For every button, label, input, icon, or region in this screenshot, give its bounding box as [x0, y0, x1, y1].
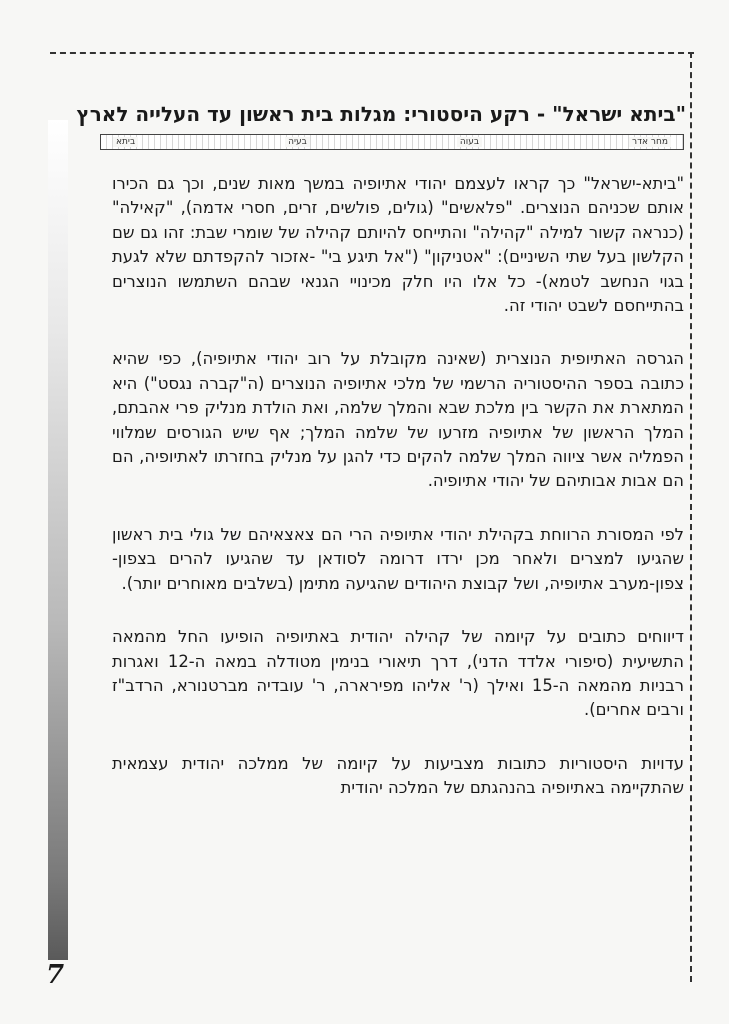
ornament-text: בעוה: [457, 137, 482, 147]
ornament-text: מחר אדר: [629, 137, 671, 147]
paragraph: דיווחים כתובים על קיומה של קהילה יהודית באתיופיה הופיעו החל מהמאה התשיעית (סיפורי אלדד הדני), דרך תיאורי בנימין מטודלה במאה ה-12 ואגרות רבניות מהמאה ה-15 ואילך (ר' אליהו מפירארה, ר' עובדיה מברטנורא, הרדב"ז ורבים אחרים).: [112, 627, 684, 720]
ornament-text: ביתא: [113, 137, 138, 147]
paragraph: עדויות היסטוריות כתובות מצביעות על קיומה של ממלכה יהודית עצמאית שהתקיימה באתיופיה בהנהגתם של המלכה יהודית: [112, 753, 684, 798]
side-gradient-bar: [48, 120, 68, 960]
body-text: [112, 172, 684, 892]
page-title: "ביתא ישראל" - רקע היסטורי: מגלות בית ראשון עד העלייה לארץ: [76, 102, 686, 126]
paragraph: "ביתא-ישראל" כך קראו לעצמם יהודי אתיופיה במשך מאות שנים, וכך גם הכירו אותם שכניהם הנוצרים. "פלאשים" (גולים, פולשים, זרים, חסרי אדמה), "קאילה" (כנראה קשור למילה "קהילה" והתייחס להיותם קהילה של שומרי שבת: זהו גם שם הקלשון בעל שתי השיניים): "אטניקון" ("אל תיגע בי" -אזכור להקפדתם שלא לגעת בגוי הנחשב לטמא)- כל אלו היו חלק מכינויי הגנאי שבהם השתמשו הנוצרים בהתייחסם לשבט יהודי זה.: [112, 174, 684, 316]
paragraph: לפי המסורת הרווחת בקהילת יהודי אתיופיה הרי הם צאצאיהם של גולי בית ראשון שהגיעו למצרים ולאחר מכן ירדו דרומה לסודאן עד שהגיעו להרים בצפון- צפון-מערב אתיופיה, ושל קבוצת היהודים שהגיעה מתימן (בשלבים מאוחרים יותר).: [112, 524, 684, 593]
ornament-text: בעיה: [285, 137, 310, 147]
ornamental-band: [100, 134, 684, 150]
dashed-border-top: [50, 52, 694, 54]
page-number: 7: [46, 960, 65, 990]
paragraph: הגרסה האתיופית הנוצרית (שאינה מקובלת על רוב יהודי אתיופיה), כפי שהיא כתובה בספר ההיסטוריה הרשמי של מלכי אתיופיה הנוצרים (ה"קברה נגסט") היא המתארת את הקשר בין מלכת שבא והמלך שלמה, ואת הולדת מנליק פרי אהבתם, המלך הראשון של אתיופיה מזרעו של שלמה המלך; אף שיש הגורסים שמלווי הפמליה אשר ציווה המלך שלמה להקים כדי להגן על מנליק בחזרתו לאתיופיה, הם הם אבות אבותיהם של יהודי אתיופיה.: [112, 349, 684, 491]
dashed-border-right: [690, 52, 692, 982]
